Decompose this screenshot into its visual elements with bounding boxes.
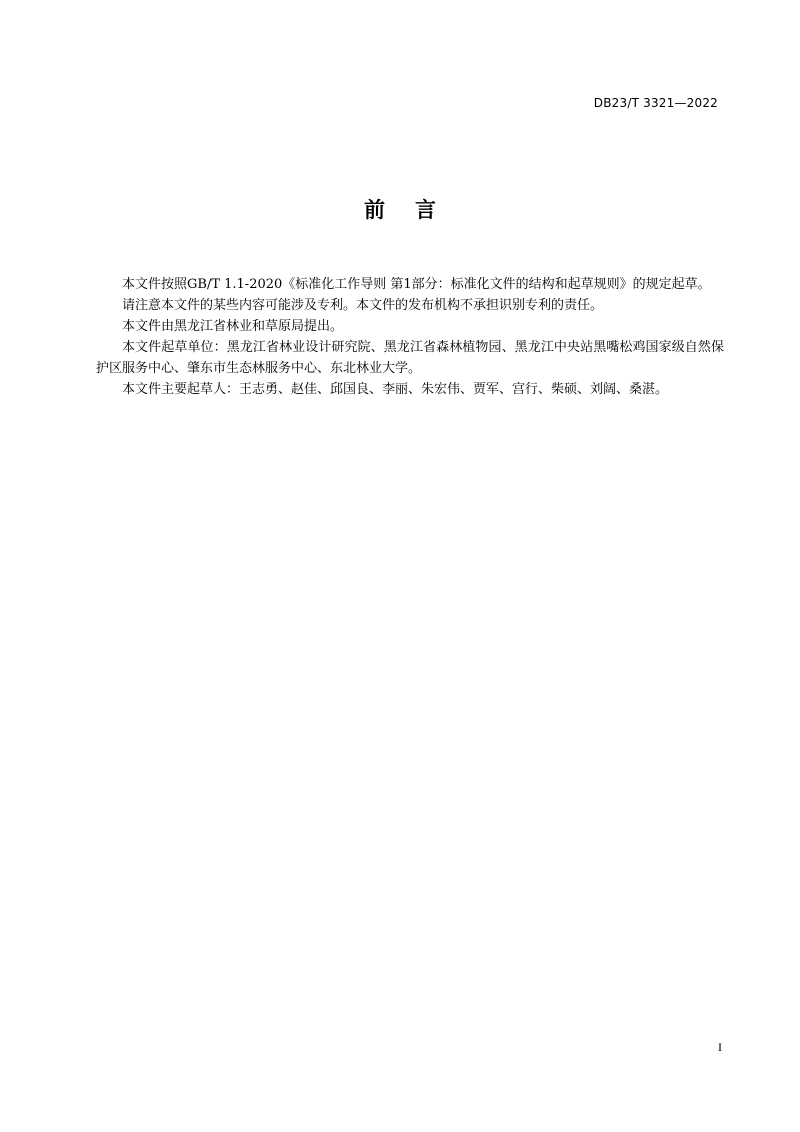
foreword-body <box>96 274 724 400</box>
paragraph-proposer: 本文件由黑龙江省林业和草原局提出。 <box>122 319 344 334</box>
paragraph-drafters: 本文件主要起草人：王志勇、赵佳、邱国良、李丽、朱宏伟、贾军、宫行、柴硕、刘阔、桑湛。 <box>122 382 669 397</box>
paragraph-patent-notice: 请注意本文件的某些内容可能涉及专利。本文件的发布机构不承担识别专利的责任。 <box>122 298 604 313</box>
document-code: DB23/T 3321—2022 <box>593 96 718 110</box>
page-title: 前言 <box>364 198 466 222</box>
page-number: I <box>718 1040 722 1054</box>
paragraph-drafting-basis: 本文件按照GB/T 1.1-2020《标准化工作导则 第1部分：标准化文件的结构和起草规则》的规定起草。 <box>122 277 711 292</box>
paragraph-drafting-units: 本文件起草单位：黑龙江省林业设计研究院、黑龙江省森林植物园、黑龙江中央站黑嘴松鸡国家级自然保护区服务中心、肇东市生态林服务中心、东北林业大学。 <box>96 340 724 376</box>
